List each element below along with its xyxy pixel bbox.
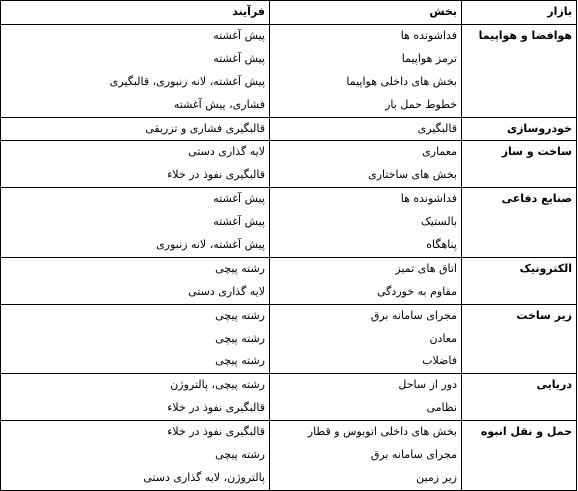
process-cell (1, 421, 270, 491)
process-line: قالبگیری نفوذ در خلاء (167, 168, 265, 182)
process-cell (1, 304, 270, 374)
section-line: مقاوم به خوردگی (377, 284, 457, 298)
market-cell: الکترونیک (462, 257, 577, 304)
header-row (1, 1, 577, 25)
section-cell (270, 304, 462, 374)
section-line: فداشونده ها (400, 192, 457, 206)
process-line: پیش آغشته، لانه زنبوری (156, 238, 265, 252)
process-line: پیش آغشته (213, 215, 265, 229)
market-cell: حمل و نقل انبوه (462, 421, 577, 491)
header-process: فرآیند (1, 1, 270, 25)
process-line: رشته پیچی (215, 448, 265, 462)
table-row (1, 421, 577, 491)
process-line: لایه گذاری دستی (188, 145, 265, 159)
table-row (1, 374, 577, 421)
process-line: پیش آغشته (213, 51, 265, 65)
process-cell (1, 117, 270, 141)
section-line: اتاق های تمیز (395, 261, 457, 275)
process-line: رشته پیچی (215, 261, 265, 275)
section-line: مجرای سامانه برق (370, 448, 457, 462)
section-line: ترمز هواپیما (401, 51, 457, 65)
section-line: بخش های داخلی هواپیما (346, 74, 457, 88)
section-line: زیر زمین (416, 470, 457, 484)
process-line: پالتروژن، لایه گذاری دستی (143, 470, 265, 484)
process-line: رشته پیچی (215, 354, 265, 368)
market-cell: زیر ساخت (462, 304, 577, 374)
process-line: پیش آغشته (213, 29, 265, 42)
table-row (1, 141, 577, 188)
section-cell (270, 25, 462, 118)
section-line: پناهگاه (426, 238, 457, 252)
process-line: قالبگیری نفوذ در خلاء (167, 401, 265, 415)
section-line: قالبگیری (417, 121, 457, 135)
market-cell: صنایع دفاعی (462, 188, 577, 258)
market-cell: هوافضا و هواپیما (462, 25, 577, 118)
section-cell (270, 257, 462, 304)
table-row (1, 304, 577, 374)
process-cell (1, 25, 270, 118)
process-line: قالبگیری نفوذ در خلاء (167, 425, 265, 439)
section-line: نظامی (426, 401, 457, 415)
section-line: بالستیک (420, 215, 457, 229)
table-body (1, 25, 577, 491)
section-line: مجرای سامانه برق (370, 308, 457, 322)
section-line: خطوط حمل بار (385, 97, 457, 111)
process-cell (1, 374, 270, 421)
process-line: قالبگیری فشاری و تزریقی (145, 121, 265, 135)
section-line: فاضلاب (422, 354, 457, 368)
header-section: بخش (270, 1, 462, 25)
section-cell (270, 421, 462, 491)
process-line: رشته پیچی (215, 331, 265, 345)
section-cell (270, 117, 462, 141)
process-line: لایه گذاری دستی (188, 284, 265, 298)
process-line: پیش آغشته، لانه زنبوری، قالبگیری (109, 74, 265, 88)
market-cell: ساخت و ساز (462, 141, 577, 188)
table-row (1, 257, 577, 304)
process-cell (1, 257, 270, 304)
process-line: فشاری، پیش آغشته (173, 97, 265, 111)
section-line: بخش های ساختاری (368, 168, 457, 182)
process-cell (1, 141, 270, 188)
section-line: بخش های داخلی اتوبوس و قطار (307, 425, 457, 439)
market-cell: خودروسازی (462, 117, 577, 141)
section-line: معماری (422, 145, 457, 159)
section-cell (270, 141, 462, 188)
header-market: بازار (462, 1, 577, 25)
process-line: رشته پیچی، پالتروژن (170, 378, 265, 392)
table-row (1, 25, 577, 118)
section-line: دور از ساحل (398, 378, 457, 392)
process-line: رشته پیچی (215, 308, 265, 322)
section-line: معادن (429, 331, 457, 345)
table-row (1, 117, 577, 141)
process-cell (1, 188, 270, 258)
section-cell (270, 374, 462, 421)
section-cell (270, 188, 462, 258)
table-row (1, 188, 577, 258)
market-cell: دریایی (462, 374, 577, 421)
section-line: فداشونده ها (400, 29, 457, 42)
process-line: پیش آغشته (213, 192, 265, 206)
